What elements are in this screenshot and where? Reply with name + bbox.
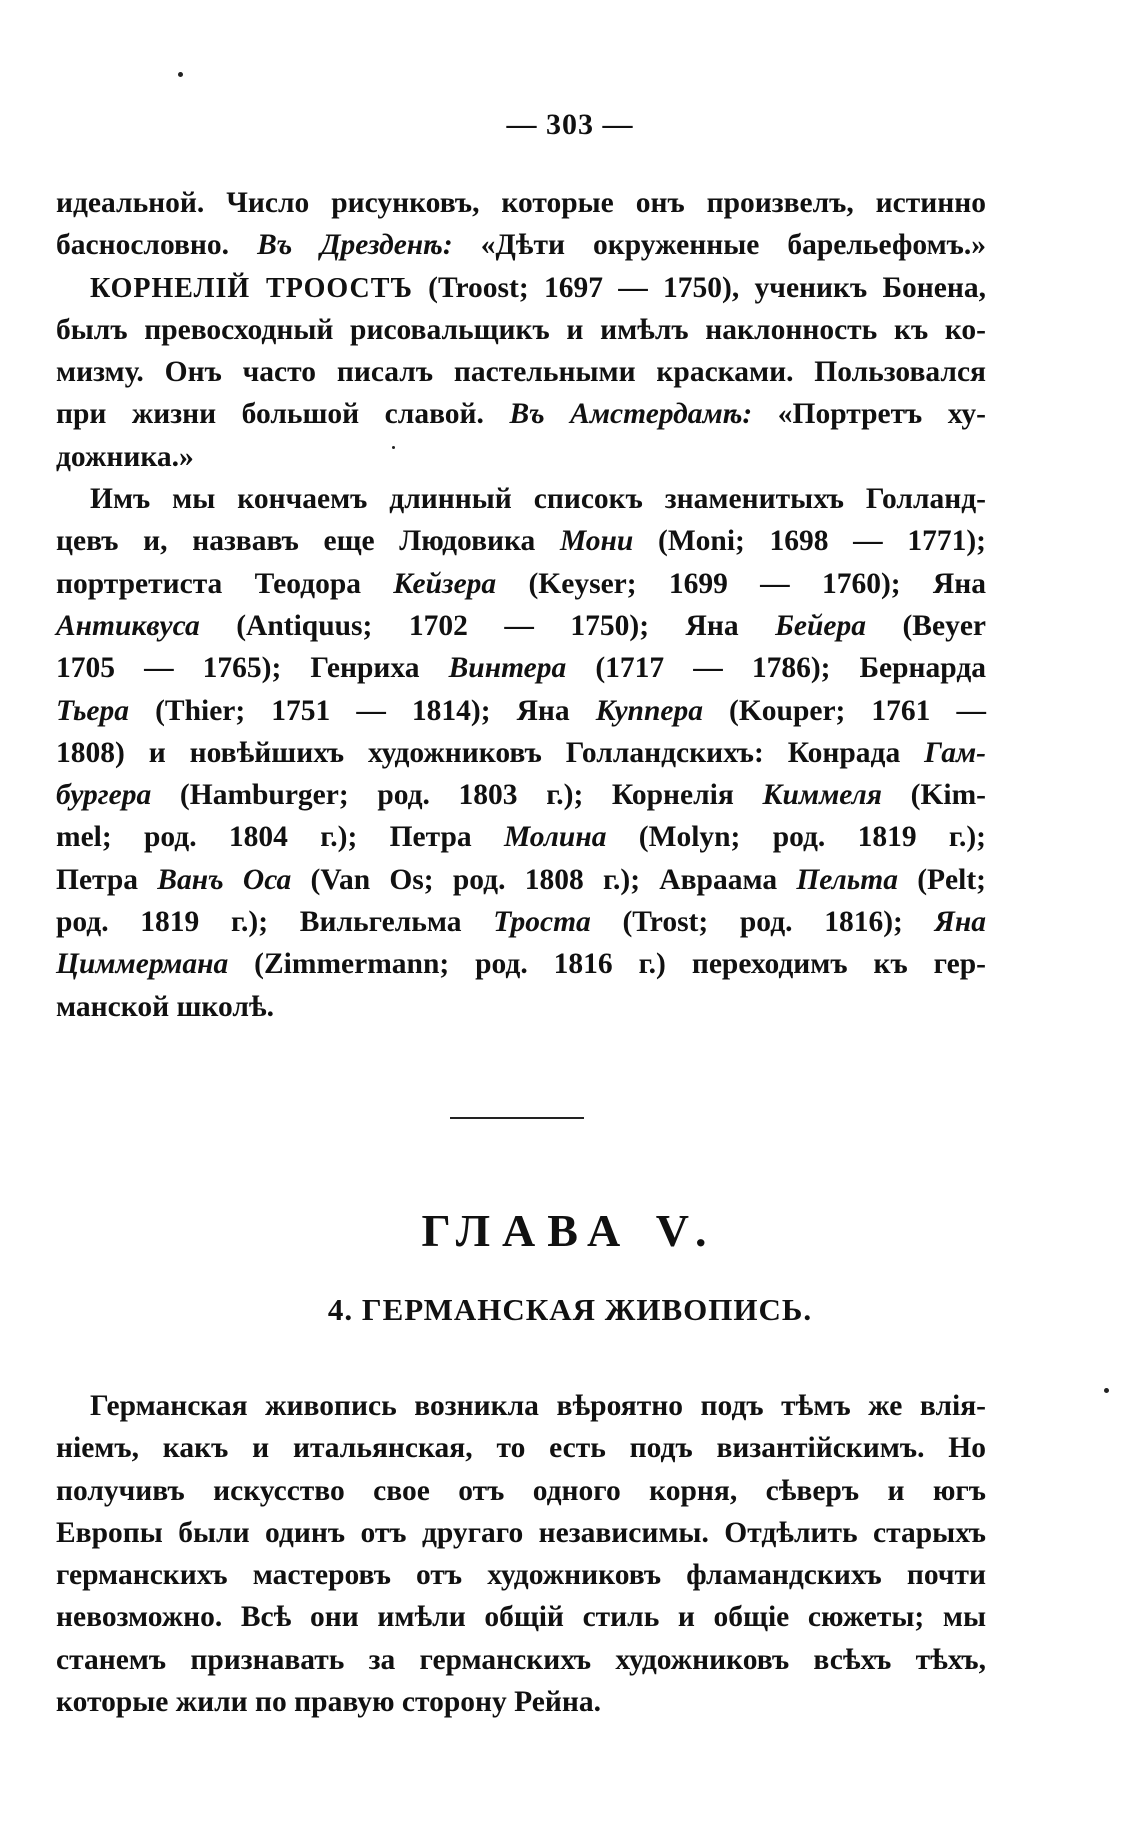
text-run: (Van Os; род. 1808 г.); Авраама	[291, 863, 797, 896]
text-run: «Портретъ ху-	[752, 398, 986, 431]
text-run: Имъ мы кончаемъ длинный списокъ знаменитыхъ Голланд-	[90, 483, 986, 516]
text-line	[56, 478, 986, 520]
text-line	[56, 774, 986, 816]
text-line	[56, 520, 986, 562]
text-line	[56, 393, 986, 435]
text-line	[56, 901, 986, 943]
text-line: станемъ признавать за германскихъ художниковъ всѣхъ тѣхъ,	[56, 1643, 986, 1676]
emphasized-name: Антиквуса	[56, 609, 200, 642]
text-run: (Keyser; 1699 — 1760); Яна	[496, 567, 986, 600]
body-text-top	[56, 182, 986, 1028]
text-run: (Kim-	[881, 779, 986, 812]
section-divider	[450, 1117, 584, 1119]
text-run: (Antiquus; 1702 — 1750); Яна	[199, 609, 776, 642]
section-title: 4. ГЕРМАНСКАЯ ЖИВОПИСЬ.	[327, 1292, 813, 1327]
emphasized-name: Въ Амстердамѣ:	[509, 398, 753, 431]
text-run: (1717 — 1786); Бернарда	[566, 652, 986, 685]
text-line	[56, 224, 986, 266]
text-run: «Дѣти окруженные барельефомъ.»	[452, 229, 986, 262]
text-line: получивъ искусство свое отъ одного корня, сѣверъ и югъ	[56, 1474, 986, 1507]
emphasized-name: Молина	[503, 821, 607, 854]
text-line	[56, 943, 986, 985]
emphasized-name: Гам-	[924, 736, 986, 769]
text-run: (Molyn; род. 1819 г.);	[606, 821, 986, 854]
text-line	[56, 605, 986, 647]
text-line	[56, 859, 986, 901]
text-run: (Zimmermann; род. 1816 г.) переходимъ къ гер-	[228, 948, 986, 981]
text-run: (Hamburger; род. 1803 г.); Корнелія	[151, 779, 763, 812]
text-line	[56, 436, 986, 478]
text-run: (Trost; род. 1816);	[590, 906, 935, 939]
text-line: ніемъ, какъ и итальянская, то есть подъ византійскимъ. Но	[56, 1432, 986, 1465]
emphasized-name: Кейзера	[393, 567, 497, 600]
text-run: мизму. Онъ часто писалъ пастельными красками. Пользовался	[56, 356, 986, 389]
speck-right	[1104, 1388, 1109, 1393]
text-run: портретиста Теодора	[56, 567, 394, 600]
emphasized-name: Киммеля	[762, 779, 882, 812]
text-line	[56, 690, 986, 732]
emphasized-name: Пельта	[796, 863, 898, 896]
speck-top	[178, 72, 183, 77]
text-run: 1705 — 1765); Генриха	[56, 652, 449, 685]
text-run: (Troost; 1697 — 1750), ученикъ Бонена,	[412, 271, 986, 304]
text-run: идеальной. Число рисунковъ, которые онъ произвелъ, истинно	[56, 187, 986, 219]
text-line	[56, 732, 986, 774]
emphasized-name: Бейера	[775, 609, 866, 642]
text-run: (Beyer	[865, 609, 987, 642]
text-line	[56, 351, 986, 393]
body-text-bottom	[56, 1385, 986, 1723]
text-run: былъ превосходный рисовальщикъ и имѣлъ наклонность къ ко-	[56, 313, 986, 346]
emphasized-name: Куппера	[595, 694, 703, 727]
emphasized-name: бургера	[56, 779, 152, 812]
emphasized-name: Яна	[934, 906, 986, 939]
emphasized-name: Циммермана	[56, 948, 229, 981]
text-line: Европы были одинъ отъ другаго независимы. Отдѣлить старыхъ	[56, 1516, 986, 1549]
text-run: дожника.»	[56, 440, 194, 473]
text-run: mel; род. 1804 г.); Петра	[56, 821, 504, 854]
text-line: невозможно. Всѣ они имѣли общій стиль и общіе сюжеты; мы	[56, 1601, 986, 1634]
text-run: Петра	[56, 863, 158, 896]
text-line	[56, 647, 986, 689]
text-line	[56, 816, 986, 858]
text-run: (Kouper; 1761 —	[702, 694, 986, 727]
text-line: германскихъ мастеровъ отъ художниковъ фламандскихъ почти	[56, 1559, 986, 1592]
text-line: которые жили по правую сторону Рейна.	[56, 1686, 601, 1719]
text-line	[56, 267, 986, 309]
page-number: — 303 —	[506, 108, 634, 141]
text-line	[56, 563, 986, 605]
text-run: род. 1819 г.); Вильгельма	[56, 906, 494, 939]
chapter-title: ГЛАВА V.	[421, 1205, 719, 1256]
emphasized-name: Винтера	[448, 652, 567, 685]
text-line	[56, 986, 986, 1028]
emphasized-name: Мони	[559, 525, 634, 558]
text-run: баснословно.	[56, 229, 258, 262]
text-run: (Moni; 1698 — 1771);	[633, 525, 986, 558]
text-line: Германская живопись возникла вѣроятно подъ тѣмъ же влія-	[90, 1390, 986, 1422]
text-run: (Pelt;	[897, 863, 986, 896]
emphasized-name: Въ Дрезденѣ:	[257, 229, 453, 262]
text-line	[56, 309, 986, 351]
artist-heading-name: КОРНЕЛІЙ ТРООСТЪ	[90, 272, 413, 304]
text-line	[56, 182, 986, 224]
text-run: (Thier; 1751 — 1814); Яна	[129, 694, 596, 727]
emphasized-name: Ванъ Оса	[157, 863, 292, 896]
text-run: манской школѣ.	[56, 990, 274, 1023]
emphasized-name: Троста	[493, 906, 591, 939]
emphasized-name: Тьера	[56, 694, 130, 727]
text-run: при жизни большой славой.	[56, 398, 510, 431]
text-run: 1808) и новѣйшихъ художниковъ Голландскихъ: Конрада	[56, 736, 925, 769]
text-run: цевъ и, назвавъ еще Людовика	[56, 525, 560, 558]
